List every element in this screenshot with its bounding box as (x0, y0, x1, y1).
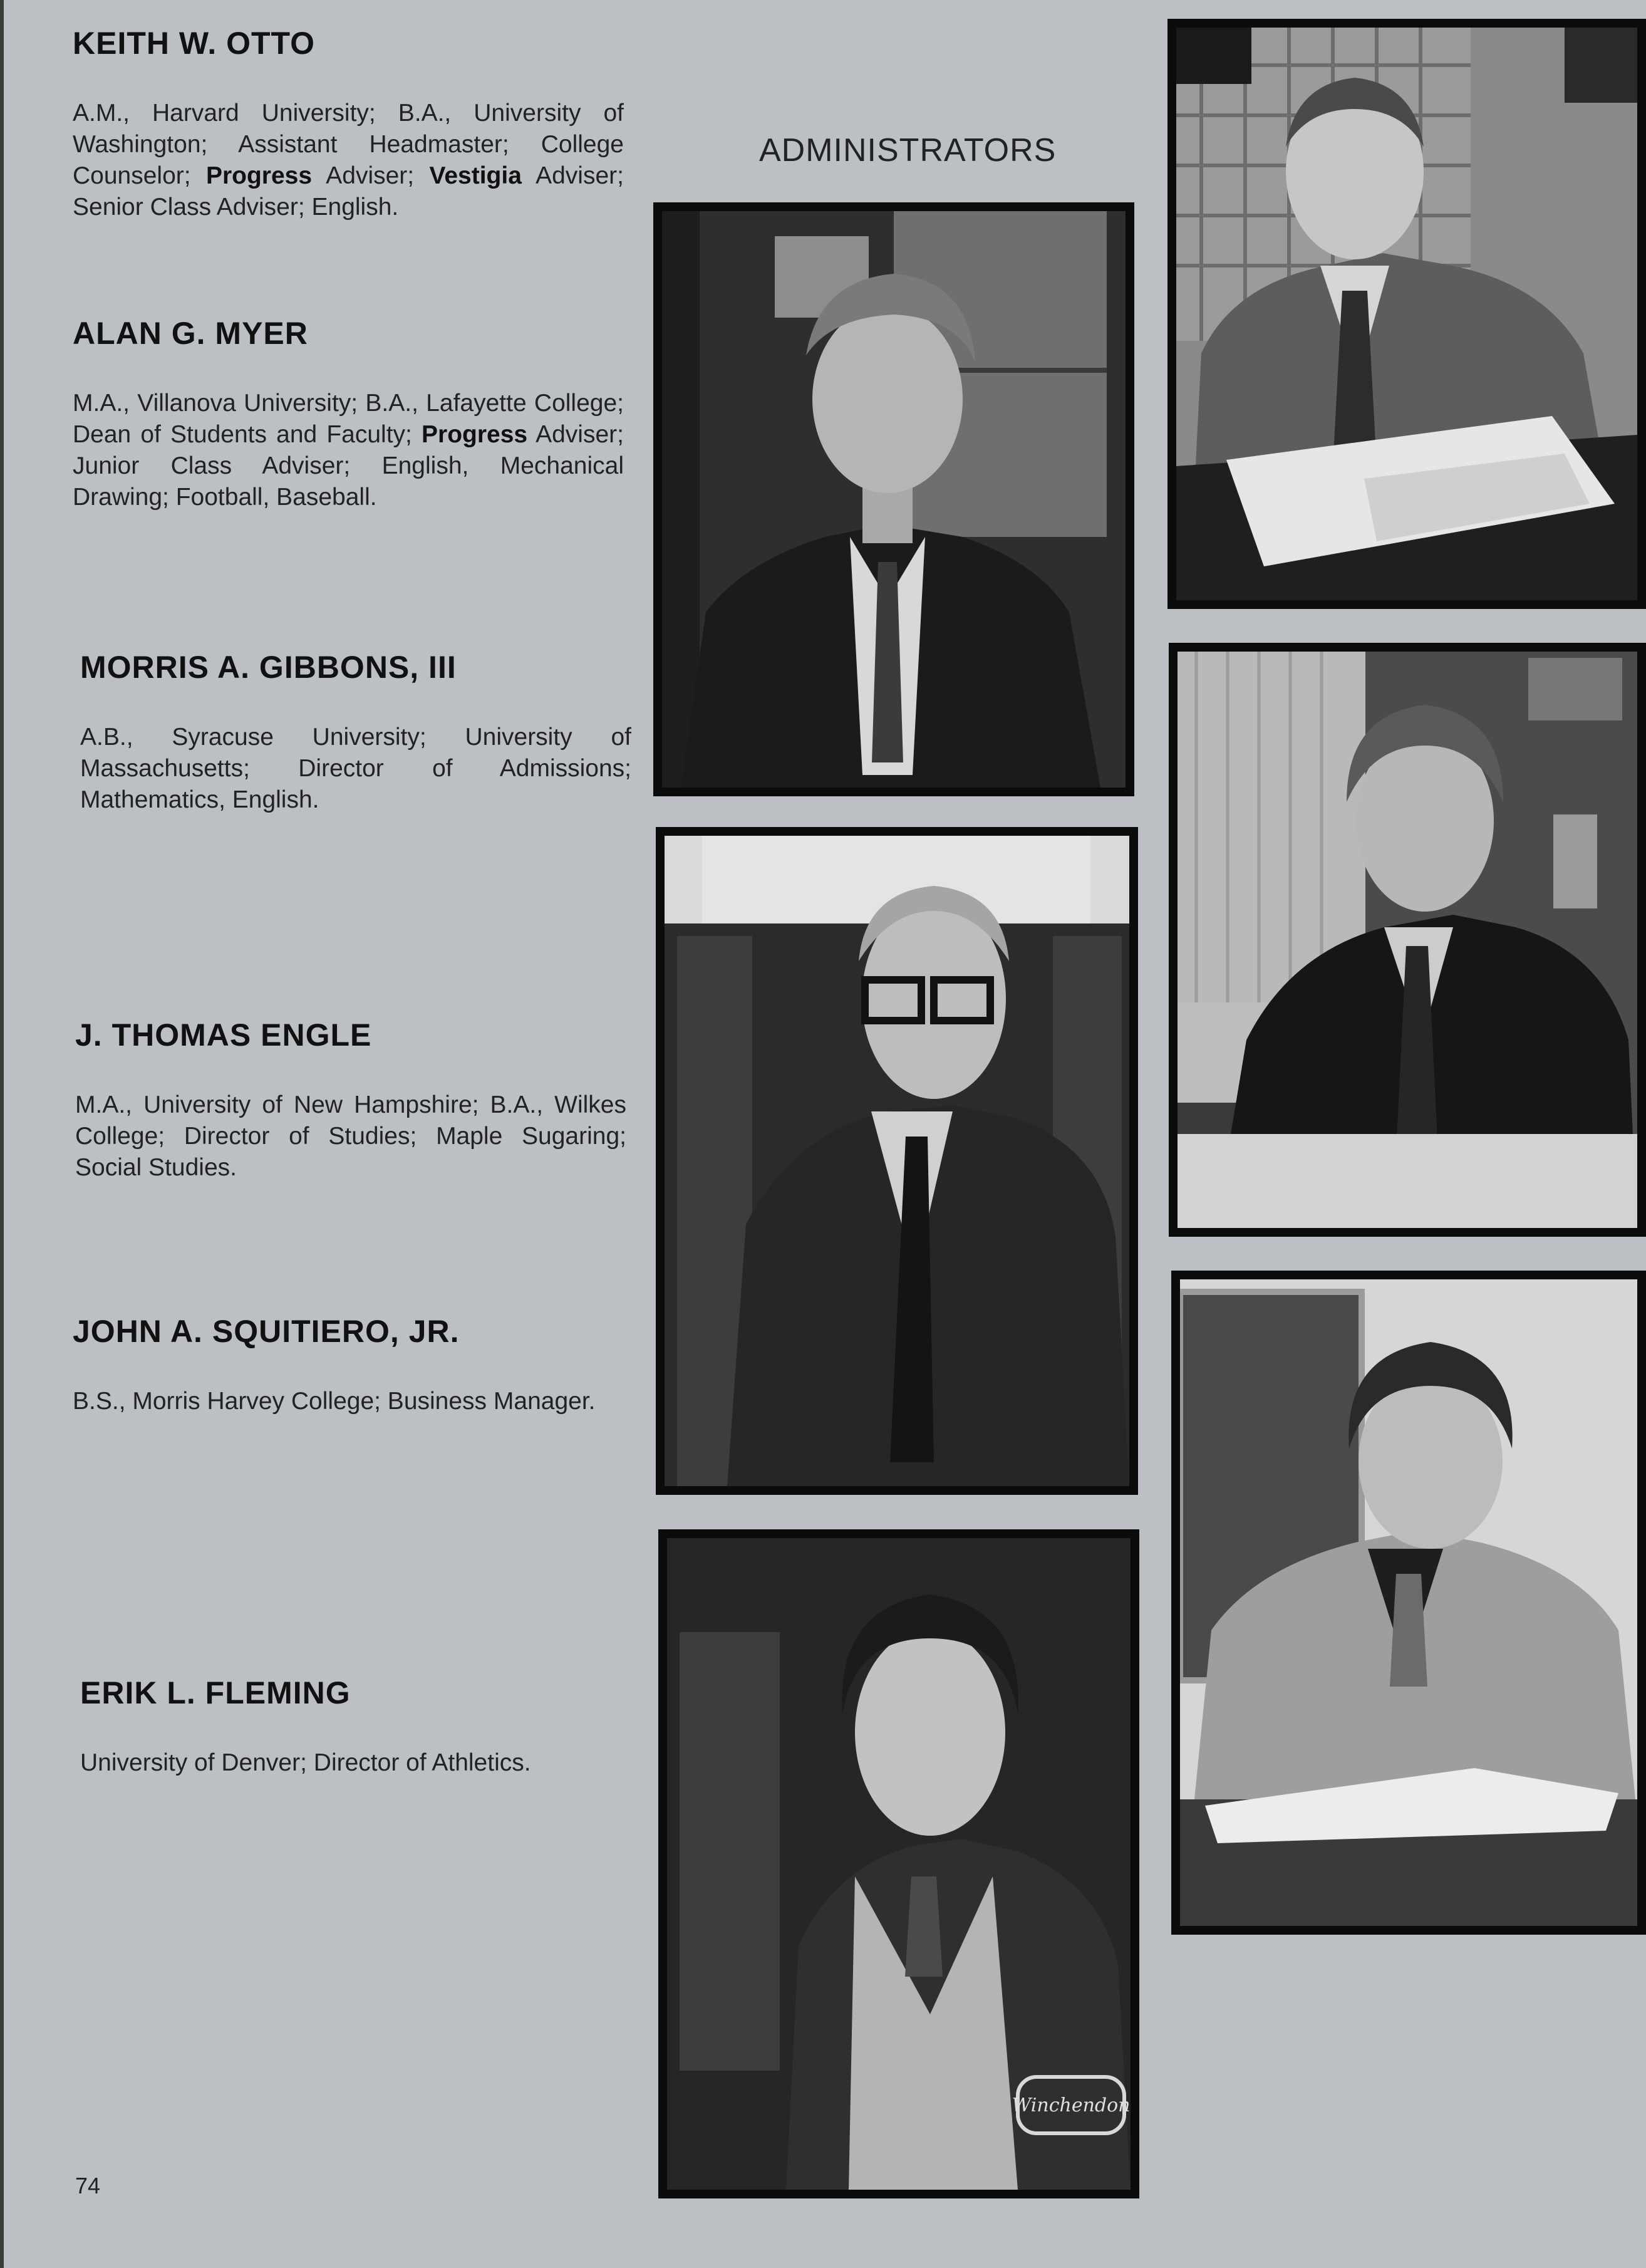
jacket-lettering: Winchendon (1012, 2094, 1131, 2116)
bio-text: A.B., Syracuse University; University of Massachusetts; Director of Admissions; Mathematics, English. (80, 724, 631, 813)
entry-morris-gibbons (80, 649, 631, 816)
portrait-photo-myer (653, 202, 1134, 796)
portrait-photo-otto (1167, 19, 1646, 609)
bio-text: University of Denver; Director of Athletics. (80, 1749, 531, 1776)
name-heading: ALAN G. MYER (73, 316, 308, 351)
name-heading: KEITH W. OTTO (73, 26, 316, 61)
entry-alan-myer (73, 315, 624, 513)
bio-text: M.A., Villanova University; B.A., Lafayette College; Dean of Students and Faculty; Progress Adviser; Junior Class Adviser; English, Mechanical Drawing; Football, Baseball. (73, 390, 624, 511)
name-heading: MORRIS A. GIBBONS, III (80, 650, 457, 685)
portrait-image (1176, 28, 1637, 600)
portrait-image (662, 211, 1126, 788)
portrait-image (1178, 652, 1637, 1228)
bio-text: B.S., Morris Harvey College; Business Manager. (73, 1388, 596, 1415)
page-edge (0, 0, 4, 2268)
portrait-photo-squitiero (1171, 1271, 1646, 1935)
section-title: ADMINISTRATORS (759, 132, 1057, 169)
portrait-photo-fleming (658, 1529, 1139, 2198)
portrait-image (667, 1538, 1131, 2190)
entry-keith-otto (73, 25, 624, 223)
entry-erik-fleming (80, 1675, 631, 1779)
bio-text: A.M., Harvard University; B.A., University of Washington; Assistant Headmaster; College Counselor; Progress Adviser; Vestigia Adviser; Senior Class Adviser; English. (73, 100, 624, 221)
portrait-photo-engle (656, 827, 1138, 1495)
bio-text: M.A., University of New Hampshire; B.A., Wilkes College; Director of Studies; Maple Sugaring; Social Studies. (75, 1091, 626, 1181)
name-heading: ERIK L. FLEMING (80, 1675, 351, 1710)
portrait-image (665, 836, 1129, 1486)
entry-john-squitiero (73, 1313, 624, 1417)
page-number: 74 (75, 2173, 101, 2198)
portrait-photo-gibbons (1169, 643, 1646, 1237)
name-heading: JOHN A. SQUITIERO, JR. (73, 1314, 460, 1349)
portrait-image (1180, 1279, 1637, 1926)
entry-thomas-engle (75, 1017, 626, 1183)
name-heading: J. THOMAS ENGLE (75, 1017, 372, 1053)
